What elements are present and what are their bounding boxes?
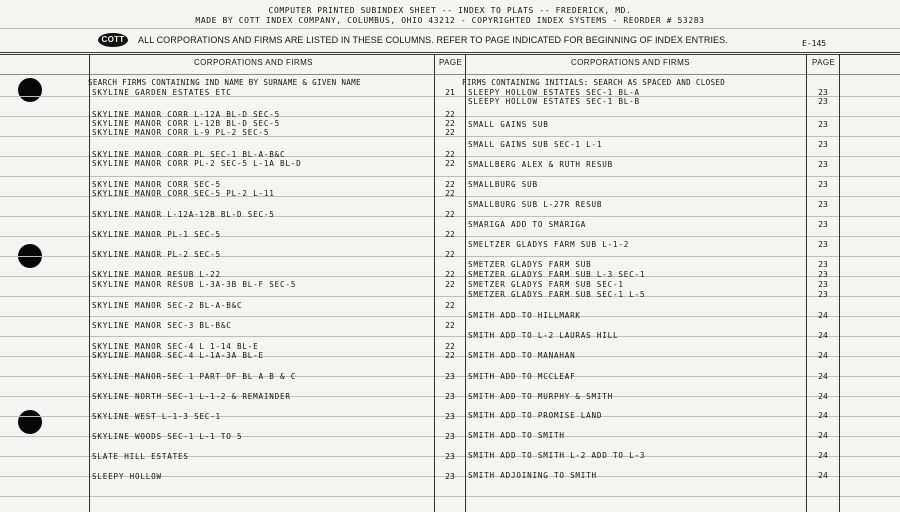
rule-line	[0, 54, 900, 55]
binder-hole	[18, 410, 42, 434]
entry-name: SKYLINE MANOR CORR PL-2 SEC-5 L-1A BL-D	[92, 159, 302, 168]
entry-name: SMITH ADD TO MURPHY & SMITH	[468, 392, 614, 401]
entry-name: SKYLINE WEST L-1-3 SEC-1	[92, 412, 221, 421]
entry-page: 22	[445, 321, 455, 330]
entry-page: 24	[818, 311, 828, 320]
entry-page: 23	[818, 120, 828, 129]
column-border	[89, 54, 90, 512]
right-page-label: PAGE	[812, 58, 836, 67]
rule-line	[0, 74, 900, 75]
entry-name: SKYLINE MANOR SEC-2 BL-A-B&C	[92, 301, 243, 310]
binder-hole	[18, 78, 42, 102]
entry-name: SKYLINE MANOR RESUB L-3A-3B BL-F SEC-5	[92, 280, 297, 289]
entry-page: 23	[818, 88, 828, 97]
entry-page: 23	[445, 412, 455, 421]
entry-page: 23	[818, 97, 828, 106]
entry-page: 23	[445, 472, 455, 481]
rule-line	[0, 496, 900, 497]
entry-page: 24	[818, 451, 828, 460]
entry-name: SKYLINE MANOR-SEC 1 PART OF BL A B & C	[92, 372, 297, 381]
column-border	[465, 54, 466, 512]
entry-name: SKYLINE MANOR SEC-4 L 1-14 BL-E	[92, 342, 259, 351]
entry-name: SKYLINE MANOR CORR L-9 PL-2 SEC-5	[92, 128, 270, 137]
entry-name: SMETZER GLADYS FARM SUB SEC-1 L-5	[468, 290, 646, 299]
entry-page: 22	[445, 250, 455, 259]
entry-name: SKYLINE MANOR CORR L-12A BL-D SEC-5	[92, 110, 281, 119]
cott-logo: COTT	[98, 33, 128, 47]
entry-name: SMETZER GLADYS FARM SUB SEC-1	[468, 280, 624, 289]
entry-page: 22	[445, 189, 455, 198]
entry-page: 23	[818, 240, 828, 249]
entry-page: 22	[445, 351, 455, 360]
entry-name: SMELTZER GLADYS FARM SUB L-1-2	[468, 240, 630, 249]
entry-page: 22	[445, 301, 455, 310]
entry-page: 23	[818, 280, 828, 289]
entry-page: 24	[818, 431, 828, 440]
entry-name: SMITH ADD TO HILLMARK	[468, 311, 581, 320]
entry-page: 22	[445, 342, 455, 351]
entry-page: 23	[818, 160, 828, 169]
entry-page: 23	[445, 452, 455, 461]
entry-page: 23	[818, 200, 828, 209]
column-border	[839, 54, 840, 512]
rule-line	[0, 176, 900, 177]
entry-page: 23	[818, 260, 828, 269]
entry-name: SKYLINE MANOR CORR SEC-5 PL-2 L-11	[92, 189, 275, 198]
column-border	[806, 54, 807, 512]
entry-page: 23	[818, 220, 828, 229]
entry-page: 22	[445, 150, 455, 159]
entry-name: SKYLINE NORTH SEC-1 L-1-2 & REMAINDER	[92, 392, 291, 401]
entry-page: 22	[445, 110, 455, 119]
entry-page: 23	[445, 372, 455, 381]
entry-name: SMALL GAINS SUB	[468, 120, 549, 129]
entry-page: 23	[818, 290, 828, 299]
entry-name: SMITH ADD TO L-2 LAURAS HILL	[468, 331, 619, 340]
entry-name: SKYLINE MANOR SEC-4 L-1A-3A BL-E	[92, 351, 264, 360]
entry-page: 23	[445, 432, 455, 441]
entry-page: 24	[818, 372, 828, 381]
entry-name: SKYLINE MANOR CORR SEC-5	[92, 180, 221, 189]
entry-page: 24	[818, 392, 828, 401]
entry-page: 21	[445, 88, 455, 97]
rule-line	[0, 296, 900, 297]
rule-line	[0, 336, 900, 337]
entry-page: 22	[445, 180, 455, 189]
rule-line	[0, 28, 900, 29]
entry-name: SMALL GAINS SUB SEC-1 L-1	[468, 140, 603, 149]
entry-page: 22	[445, 128, 455, 137]
right-column-title: CORPORATIONS AND FIRMS	[571, 58, 690, 67]
entry-page: 24	[818, 331, 828, 340]
entry-page: 22	[445, 270, 455, 279]
entry-name: SKYLINE GARDEN ESTATES ETC	[92, 88, 232, 97]
sheet-title: COMPUTER PRINTED SUBINDEX SHEET -- INDEX TO PLATS -- FREDERICK, MD.	[268, 6, 632, 15]
left-column-title: CORPORATIONS AND FIRMS	[194, 58, 313, 67]
entry-name: SMALLBURG SUB L-27R RESUB	[468, 200, 603, 209]
entry-name: SMITH ADD TO PROMISE LAND	[468, 411, 603, 420]
left-page-label: PAGE	[439, 58, 463, 67]
left-search-instruction: SEARCH FIRMS CONTAINING IND NAME BY SURNAME & GIVEN NAME	[88, 78, 361, 87]
entry-name: SMARIGA ADD TO SMARIGA	[468, 220, 587, 229]
entry-page: 22	[445, 159, 455, 168]
entry-name: SMETZER GLADYS FARM SUB	[468, 260, 592, 269]
entry-name: SMITH ADJOINING TO SMITH	[468, 471, 597, 480]
entry-name: SKYLINE MANOR L-12A-12B BL-D SEC-5	[92, 210, 275, 219]
entry-name: SKYLINE WOODS SEC-1 L-1 TO 5	[92, 432, 243, 441]
entry-name: SMALLBERG ALEX & RUTH RESUB	[468, 160, 614, 169]
rule-line	[0, 316, 900, 317]
right-search-instruction: FIRMS CONTAINING INITIALS: SEARCH AS SPACED AND CLOSED	[462, 78, 726, 87]
entry-page: 23	[818, 140, 828, 149]
entry-name: SMITH ADD TO MCCLEAF	[468, 372, 576, 381]
rule-line	[0, 52, 900, 53]
entry-name: SKYLINE MANOR RESUB L-22	[92, 270, 221, 279]
column-border	[434, 54, 435, 512]
entry-page: 23	[818, 180, 828, 189]
entry-name: SMETZER GLADYS FARM SUB L-3 SEC-1	[468, 270, 646, 279]
entry-name: SKYLINE MANOR PL-2 SEC-5	[92, 250, 221, 259]
sheet-number: E-145	[802, 39, 827, 48]
entry-page: 22	[445, 210, 455, 219]
entry-name: SKYLINE MANOR PL-1 SEC-5	[92, 230, 221, 239]
entry-name: SLEEPY HOLLOW ESTATES SEC-1 BL-A	[468, 88, 640, 97]
entry-page: 24	[818, 471, 828, 480]
entry-name: SMITH ADD TO MANAHAN	[468, 351, 576, 360]
entry-name: SMITH ADD TO SMITH	[468, 431, 565, 440]
entry-name: SLEEPY HOLLOW	[92, 472, 162, 481]
entry-page: 22	[445, 280, 455, 289]
publisher-line: MADE BY COTT INDEX COMPANY, COLUMBUS, OHIO 43212 - COPYRIGHTED INDEX SYSTEMS - REORDER # 53283	[195, 16, 705, 25]
entry-page: 23	[818, 270, 828, 279]
entry-page: 24	[818, 411, 828, 420]
entry-page: 24	[818, 351, 828, 360]
entry-name: SKYLINE MANOR CORR PL SEC-1 BL-A-B&C	[92, 150, 286, 159]
column-notice: ALL CORPORATIONS AND FIRMS ARE LISTED IN THESE COLUMNS. REFER TO PAGE INDICATED FOR BEGINNING OF INDEX ENTRIES.	[138, 35, 728, 45]
entry-name: SKYLINE MANOR SEC-3 BL-B&C	[92, 321, 232, 330]
entry-name: SKYLINE MANOR CORR L-12B BL-D SEC-5	[92, 119, 281, 128]
entry-name: SLEEPY HOLLOW ESTATES SEC-1 BL-B	[468, 97, 640, 106]
entry-name: SMALLBURG SUB	[468, 180, 538, 189]
entry-name: SLATE HILL ESTATES	[92, 452, 189, 461]
entry-page: 22	[445, 119, 455, 128]
entry-page: 23	[445, 392, 455, 401]
entry-page: 22	[445, 230, 455, 239]
entry-name: SMITH ADD TO SMITH L-2 ADD TO L-3	[468, 451, 646, 460]
